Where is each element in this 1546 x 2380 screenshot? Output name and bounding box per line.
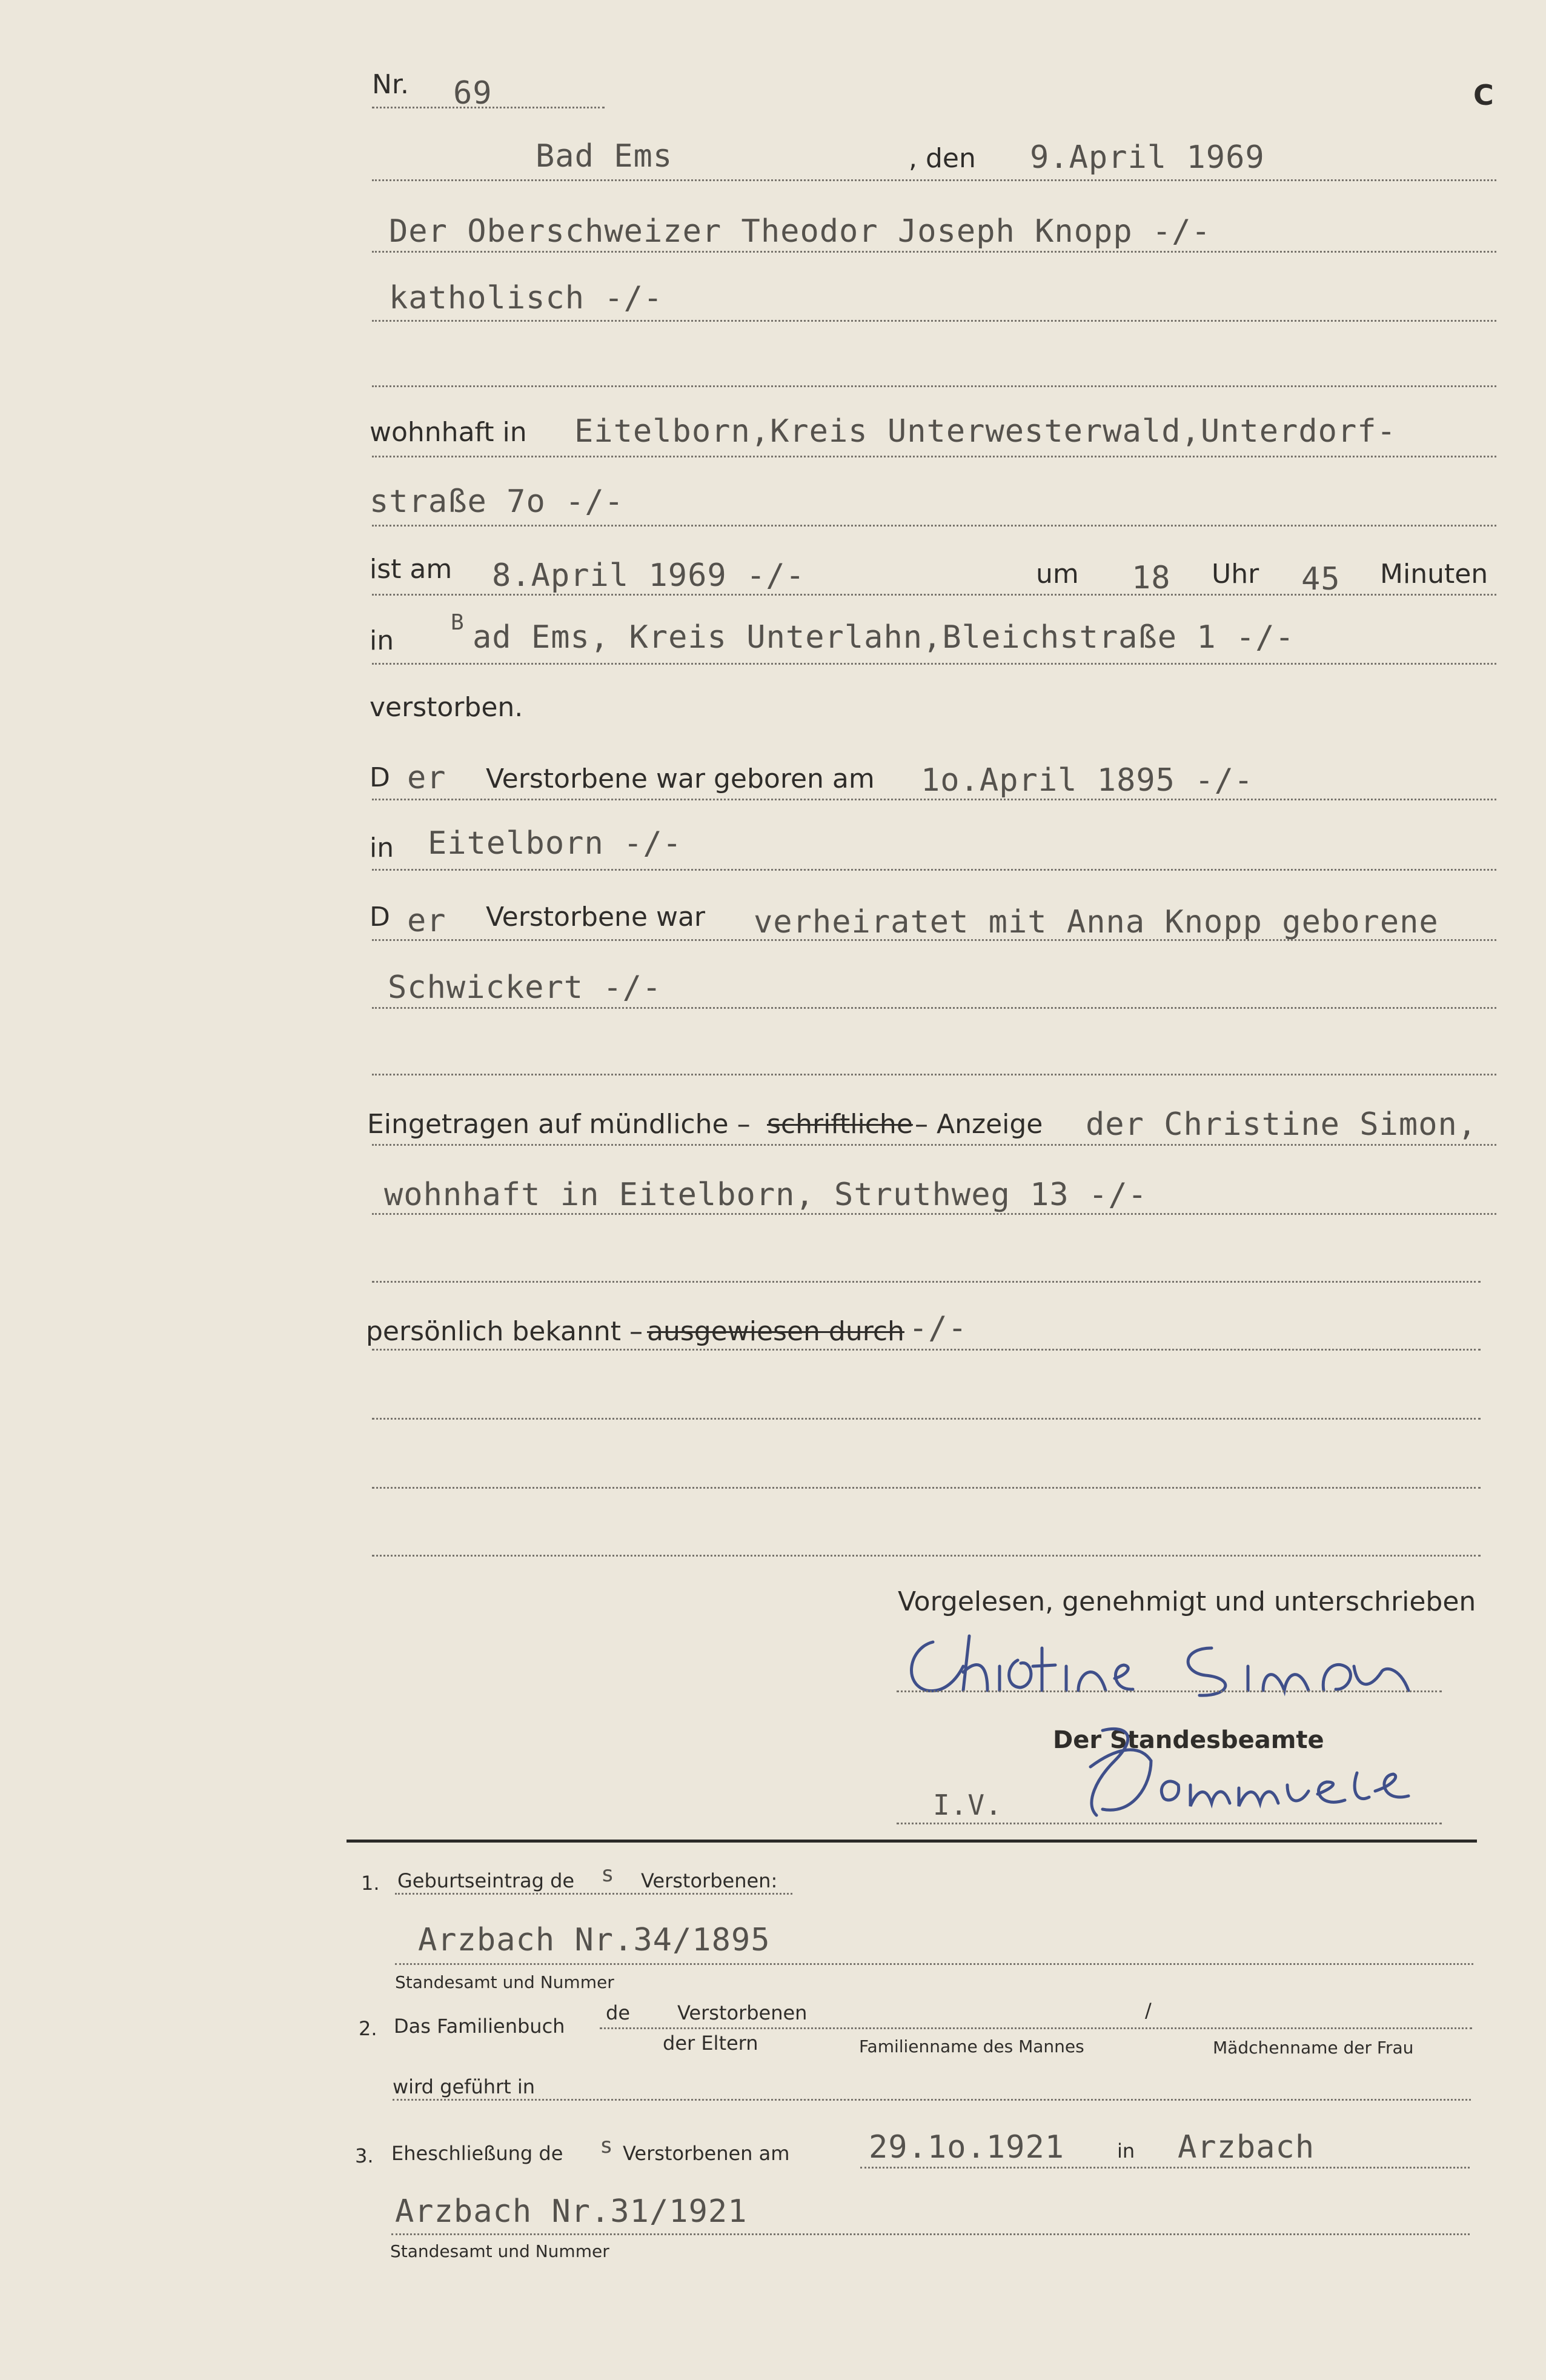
registrar-signature [1078,1724,1418,1821]
identity-struck: ausgewiesen durch [647,1316,904,1347]
residence-line-2: straße 7o -/- [370,484,624,520]
footnote-2-number: 2. [359,2017,377,2040]
religion-line [372,320,1496,322]
uhr-label: Uhr [1212,559,1259,590]
marital-line-1-rule [372,939,1496,941]
verstorben-label: verstorben. [370,692,523,723]
residence-line-1-rule [372,456,1496,457]
residence-label: wohnhaft in [370,417,527,448]
report-line-2-rule [372,1213,1496,1215]
residence-line-2-rule [372,525,1496,527]
registrar-signature-rule [897,1823,1442,1824]
footnote-3-number: 3. [355,2144,374,2167]
footnote-3-value-rule [391,2233,1470,2235]
footnote-1-label-b: Verstorbenen: [641,1869,778,1892]
person-name: Der Oberschweizer Theodor Joseph Knopp -/- [389,213,1211,250]
footnote-1-value: Arzbach Nr.34/1895 [418,1922,771,1958]
footnote-3-in: in [1117,2139,1135,2162]
death-time-rule [372,594,1496,596]
footnote-2-frau: Mädchenname der Frau [1213,2038,1414,2058]
read-approved-label: Vorgelesen, genehmigt und unterschrieben [898,1586,1476,1617]
footnote-3-place: Arzbach [1178,2129,1315,2166]
footnote-2-gefuehrt: wird geführt in [393,2075,536,2098]
death-date: 8.April 1969 -/- [492,557,805,594]
death-place-initial: B [451,610,465,635]
birth-date-rule [372,799,1496,800]
blank-line-6 [372,1555,1481,1557]
place-value: Bad Ems [536,138,673,175]
blank-line-3 [372,1281,1481,1283]
death-place-rule [372,663,1496,665]
footnote-separator [347,1840,1477,1843]
death-place: ad Ems, Kreis Unterlahn,Bleichstraße 1 -/- [473,619,1295,656]
footnote-2-mann: Familienname des Mannes [859,2036,1084,2056]
date-value: 9.April 1969 [1030,139,1265,176]
footnote-2-eltern: der Eltern [663,2032,758,2055]
death-minutes: 45 [1301,561,1341,597]
identity-label: persönlich bekannt – [366,1316,643,1347]
nr-label: Nr. [372,69,409,100]
footnote-3-date: 29.1o.1921 [869,2129,1065,2166]
identity-value: -/- [909,1310,967,1346]
birth-label: Verstorbene war geboren am [486,763,875,794]
blank-line-2 [372,1074,1496,1075]
report-label-struck: schriftliche [767,1109,913,1140]
blank-line-4 [372,1418,1481,1420]
religion: katholisch -/- [389,280,663,316]
marital-d-suffix: er [407,903,446,939]
footnote-2-slash: / [1145,1999,1152,2022]
identity-rule [372,1349,1481,1351]
date-line [372,179,1496,181]
iv-label: I.V. [933,1789,1003,1821]
footnote-1-sub: Standesamt und Nummer [395,1972,614,1992]
footnote-3-value: Arzbach Nr.31/1921 [395,2193,748,2230]
nr-underline [372,107,605,108]
death-in-label: in [370,625,394,656]
footnote-1-number: 1. [361,1872,380,1895]
footnote-2-label: Das Familienbuch [394,2015,565,2038]
footnote-1-label-a: Geburtseintrag de [397,1869,575,1892]
blank-line-5 [372,1487,1481,1489]
ist-am-label: ist am [370,554,453,585]
footnote-2-verstorbenen: Verstorbenen [677,2001,808,2024]
report-line-1: der Christine Simon, [1086,1106,1478,1143]
footnote-1-value-rule [395,1963,1473,1965]
footnote-3-sub: Standesamt und Nummer [390,2241,609,2261]
report-label-end: – Anzeige [915,1109,1043,1140]
marital-label: Verstorbene war [486,902,706,932]
report-label-start: Eingetragen auf mündliche – [367,1109,751,1140]
um-label: um [1036,559,1079,590]
footnote-3-label-b: Verstorbenen am [623,2142,790,2165]
den-label: , den [909,143,976,174]
nr-value: 69 [453,75,493,111]
footnote-3-label-a: Eheschließung de [391,2142,563,2165]
blank-line-1 [372,385,1496,387]
corner-letter: C [1473,79,1494,111]
birth-place: Eitelborn -/- [428,825,682,862]
footnote-2-gefuehrt-rule [393,2099,1471,2101]
birth-date: 1o.April 1895 -/- [921,762,1254,799]
minuten-label: Minuten [1380,559,1488,590]
name-line [372,251,1496,253]
marital-d-label: D [370,902,390,932]
footnote-3-label-s: s [600,2133,614,2158]
footnote-3-date-rule [860,2167,1470,2169]
marital-line-2: Schwickert -/- [388,969,662,1006]
death-hour: 18 [1132,560,1171,596]
birth-d-label: D [370,762,390,793]
footnote-2-de: de [606,2001,630,2024]
marital-line-1: verheiratet mit Anna Knopp geborene [754,904,1439,940]
birth-place-rule [372,869,1496,871]
footnote-1-label-rule [395,1893,792,1895]
informant-signature-rule [897,1690,1442,1692]
report-line-2: wohnhaft in Eitelborn, Struthweg 13 -/- [384,1177,1147,1213]
footnote-1-label-s: s [601,1862,615,1887]
birth-d-suffix: er [407,760,446,796]
marital-line-2-rule [372,1007,1496,1009]
residence-line-1: Eitelborn,Kreis Unterwesterwald,Unterdorf- [574,413,1396,450]
report-line-1-rule [372,1144,1496,1146]
birth-in-label: in [370,833,394,863]
official-label: Der Standesbeamte [1053,1726,1324,1754]
footnote-2-rule [600,2027,1472,2029]
